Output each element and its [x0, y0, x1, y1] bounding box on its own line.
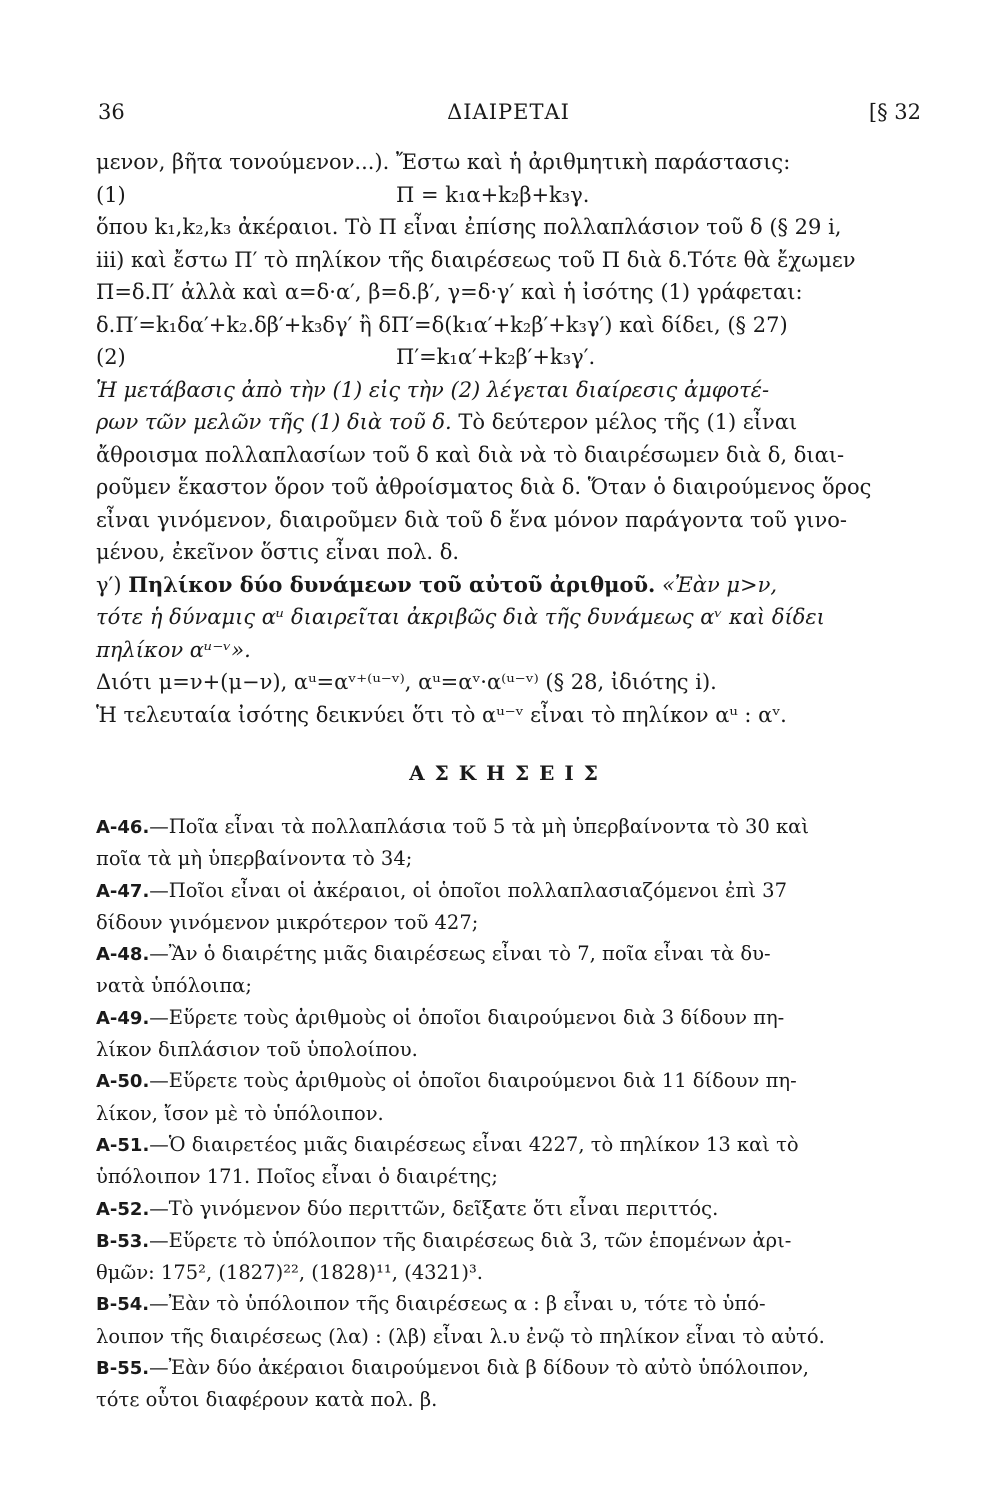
- exercise-line: [96, 907, 921, 938]
- equation-1: [96, 179, 921, 212]
- equation-formula: Π′=k₁α′+k₂β′+k₃γ′.: [396, 345, 596, 369]
- exercise-line: [96, 811, 921, 843]
- exercise-text: δίδουν γινόμενον μικρότερον τοῦ 427;: [96, 910, 479, 934]
- exercise-text: νατὰ ὑπόλοιπα;: [96, 974, 252, 998]
- exercise-code: Α-46.: [96, 817, 150, 838]
- theorem-text: «Ἐὰν μ>ν,: [655, 572, 778, 597]
- theorem-line: πηλίκον αᵘ⁻ᵛ».: [96, 637, 251, 662]
- exercise-text: λίκον διπλάσιον τοῦ ὑπολοίπου.: [96, 1038, 418, 1062]
- exercise-text: θμῶν: 175², (1827)²², (1828)¹¹, (4321)³.: [96, 1261, 483, 1285]
- section-marker: [§ 32: [868, 100, 921, 124]
- exercise-code: Α-49.: [96, 1007, 150, 1029]
- exercise-code: Α-48.: [96, 944, 150, 966]
- exercises-heading: ΑΣΚΗΣΕΙΣ: [409, 761, 608, 785]
- exercise-code: Α-50.: [96, 1071, 150, 1093]
- book-page: [96, 92, 921, 1416]
- page-number: 36: [98, 100, 125, 124]
- exercise-text: λοιπον τῆς διαιρέσεως (λα) : (λβ) εἶναι λ.υ ἐνῷ τὸ πηλίκον εἶναι τὸ αὐτό.: [96, 1324, 825, 1348]
- exercise-text: —Ὁ διαιρετέος μιᾶς διαιρέσεως εἶναι 4227, τὸ πηλίκον 13 καὶ τὸ: [149, 1132, 799, 1156]
- exercise-line: [96, 1002, 921, 1034]
- equation-2: [96, 341, 921, 374]
- exercise-line: [96, 1321, 921, 1352]
- exercise-list: [96, 811, 921, 1416]
- text-line: iii) καὶ ἔστω Π′ τὸ πηλίκον τῆς διαιρέσεως τοῦ Π διὰ δ.Τότε θὰ ἔχωμεν: [96, 247, 856, 272]
- text-line: Ἡ τελευταία ἰσότης δεικνύει ὅτι τὸ αᵘ⁻ᵛ εἶναι τὸ πηλίκον αᵘ : αᵛ.: [96, 702, 787, 727]
- text-line: ἄθροισμα πολλαπλασίων τοῦ δ καὶ διὰ νὰ τὸ διαιρέσωμεν διὰ δ, διαι-: [96, 442, 845, 467]
- exercise-text: —Ποῖοι εἶναι οἱ ἀκέραιοι, οἱ ὁποῖοι πολλαπλασιαζόμενοι ἐπὶ 37: [149, 878, 787, 902]
- text-line: μενον, βῆτα τονούμενον...). Ἔστω καὶ ἡ ἀριθμητικὴ παράστασις:: [96, 150, 791, 174]
- exercise-text: —Ἂν ὁ διαιρέτης μιᾶς διαιρέσεως εἶναι τὸ 7, ποῖα εἶναι τὰ δυ-: [149, 942, 771, 966]
- text-line: ὅπου k₁,k₂,k₃ ἀκέραιοι. Τὸ Π εἶναι ἐπίσης πολλαπλάσιον τοῦ δ (§ 29 i,: [96, 215, 842, 239]
- text-line: ροῦμεν ἕκαστον ὅρον τοῦ ἀθροίσματος διὰ δ. Ὅταν ὁ διαιρούμενος ὅρος: [96, 475, 872, 499]
- exercise-line: [96, 1384, 921, 1415]
- equation-label: (1): [96, 182, 126, 207]
- exercise-text: —Εὕρετε τὸ ὑπόλοιπον τῆς διαιρέσεως διὰ 3, τῶν ἑπομένων ἀρι-: [149, 1228, 792, 1252]
- exercise-text: ποῖα τὰ μὴ ὑπερβαίνοντα τὸ 34;: [96, 847, 413, 871]
- exercise-code: Β-55.: [96, 1358, 150, 1380]
- exercise-line: [96, 1193, 921, 1225]
- definition-text: ρων τῶν μελῶν τῆς (1) διὰ τοῦ δ.: [96, 410, 452, 434]
- exercise-line: [96, 970, 921, 1001]
- equation-label: (2): [96, 345, 126, 369]
- exercise-line: [96, 1065, 921, 1097]
- text-line: εἶναι γινόμενον, διαιροῦμεν διὰ τοῦ δ ἕνα μόνον παράγοντα τοῦ γινο-: [96, 507, 847, 532]
- subsection-label: γ′): [96, 572, 129, 597]
- exercise-code: Α-47.: [96, 880, 150, 902]
- exercise-line: [96, 1288, 921, 1320]
- exercise-text: ὑπόλοιπον 171. Ποῖος εἶναι ὁ διαιρέτης;: [96, 1165, 498, 1189]
- exercise-line: [96, 1034, 921, 1065]
- exercise-code: Β-53.: [96, 1230, 150, 1252]
- main-text: [96, 146, 921, 731]
- exercise-line: [96, 1225, 921, 1257]
- theorem-line: τότε ἡ δύναμις αᵘ διαιρεῖται ἀκριβῶς διὰ τῆς δυνάμεως αᵛ καὶ δίδει: [96, 605, 825, 629]
- exercise-text: —Τὸ γινόμενον δύο περιττῶν, δεῖξατε ὅτι εἶναι περιττός.: [149, 1196, 719, 1220]
- subsection-line: [96, 569, 921, 602]
- exercise-text: —Ἐὰν τὸ ὑπόλοιπον τῆς διαιρέσεως α : β εἶναι υ, τότε τὸ ὑπό-: [149, 1292, 766, 1316]
- exercise-text: —Εὕρετε τοὺς ἀριθμοὺς οἱ ὁποῖοι διαιρούμενοι διὰ 11 δίδουν πη-: [149, 1069, 797, 1093]
- exercise-text: —Ποῖα εἶναι τὰ πολλαπλάσια τοῦ 5 τὰ μὴ ὑπερβαίνοντα τὸ 30 καὶ: [149, 815, 809, 838]
- exercise-line: [96, 1129, 921, 1161]
- exercise-line: [96, 1352, 921, 1384]
- exercise-text: —Εὕρετε τοὺς ἀριθμοὺς οἱ ὁποῖοι διαιρούμενοι διὰ 3 δίδουν πη-: [149, 1005, 785, 1029]
- exercise-line: [96, 875, 921, 907]
- subsection-title: Πηλίκον δύο δυνάμεων τοῦ αὐτοῦ ἀριθμοῦ.: [128, 571, 656, 597]
- text-line: μένου, ἐκεῖνον ὅστις εἶναι πολ. δ.: [96, 540, 460, 564]
- exercise-line: [96, 1257, 921, 1288]
- exercise-text: λίκον, ἴσον μὲ τὸ ὑπόλοιπον.: [96, 1101, 384, 1125]
- definition-line: Ἡ μετάβασις ἀπὸ τὴν (1) εἰς τὴν (2) λέγεται διαίρεσις ἀμφοτέ-: [96, 377, 770, 402]
- exercise-text: τότε οὗτοι διαφέρουν κατὰ πολ. β.: [96, 1388, 438, 1412]
- page-header: [96, 92, 921, 132]
- plain-text: Τὸ δεύτερον μέλος τῆς (1) εἶναι: [451, 410, 798, 434]
- exercise-line: [96, 843, 921, 874]
- text-line: [96, 406, 921, 439]
- text-line: Π=δ.Π′ ἀλλὰ καὶ α=δ·α′, β=δ.β′, γ=δ·γ′ καὶ ἡ ἰσότης (1) γράφεται:: [96, 280, 803, 304]
- exercise-line: [96, 1098, 921, 1129]
- running-title: ΔΙΑΙΡΕΤΑΙ: [447, 100, 570, 124]
- equation-formula: Π = k₁α+k₂β+k₃γ.: [396, 182, 590, 207]
- text-line: δ.Π′=k₁δα′+k₂.δβ′+k₃δγ′ ἢ δΠ′=δ(k₁α′+k₂β′+k₃γ′) καὶ δίδει, (§ 27): [96, 312, 788, 337]
- exercise-text: —Ἐὰν δύο ἀκέραιοι διαιρούμενοι διὰ β δίδουν τὸ αὐτὸ ὑπόλοιπον,: [149, 1356, 809, 1380]
- exercise-code: Β-54.: [96, 1294, 150, 1316]
- exercise-line: [96, 938, 921, 970]
- exercise-code: Α-51.: [96, 1134, 150, 1156]
- text-line: Διότι μ=ν+(μ−ν), αᵘ=αᵛ⁺⁽ᵘ⁻ᵛ⁾, αᵘ=αᵛ·α⁽ᵘ⁻ᵛ⁾ (§ 28, ἰδιότης i).: [96, 670, 717, 694]
- exercise-line: [96, 1161, 921, 1192]
- exercise-code: Α-52.: [96, 1198, 150, 1220]
